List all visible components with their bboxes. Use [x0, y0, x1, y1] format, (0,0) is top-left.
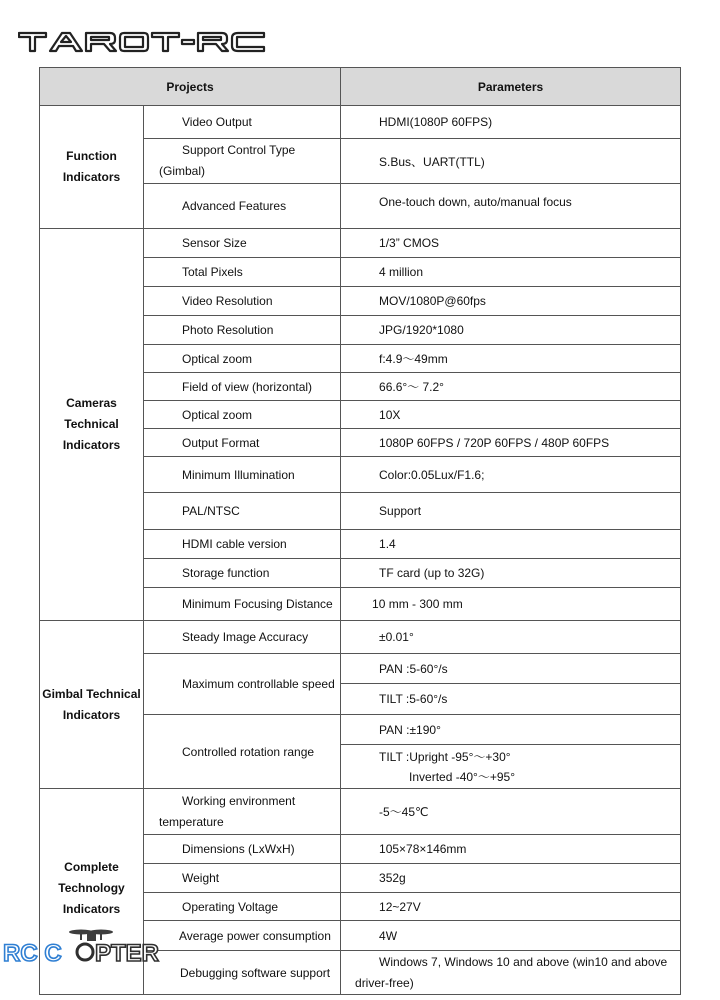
value-optical-zoom: 10X [341, 401, 681, 429]
value-advanced-features: One-touch down, auto/manual focus [341, 184, 681, 229]
table-row [40, 106, 681, 139]
rc-copter-watermark-graphic [3, 922, 179, 966]
value-minimum-illumination: Color:0.05Lux/F1.6; [341, 457, 681, 493]
table-row [40, 621, 681, 654]
value-hdmi-cable-version: 1.4 [341, 530, 681, 559]
item-steady-image-accuracy: Steady Image Accuracy [144, 621, 341, 654]
value-working-temperature: -5～45℃ [341, 789, 681, 835]
group-name-line: Indicators [62, 438, 121, 452]
value-pal-ntsc: Support [341, 493, 681, 530]
item-field-of-view: Field of view (horizontal) [144, 373, 341, 401]
item-video-resolution: Video Resolution [144, 287, 341, 316]
value-line: TILT :Upright -95°～+30° [379, 749, 511, 764]
value-debugging-software [341, 951, 681, 995]
value-operating-voltage: 12~27V [341, 893, 681, 921]
item-debugging-software: Debugging software support [144, 951, 341, 995]
item-line: temperature [159, 814, 224, 829]
value-optical-zoom-focal: f:4.9～49mm [341, 345, 681, 373]
value-speed-tilt: TILT :5-60°/s [341, 684, 681, 715]
table-row [40, 789, 681, 835]
group-cameras [40, 229, 144, 621]
item-advanced-features: Advanced Features [144, 184, 341, 229]
item-line: Support Control Type [182, 143, 296, 157]
group-name-line: Technology [58, 881, 125, 895]
value-dimensions: 105×78×146mm [341, 835, 681, 864]
value-output-format: 1080P 60FPS / 720P 60FPS / 480P 60FPS [341, 429, 681, 457]
watermark-o-ring [77, 944, 93, 960]
value-average-power: 4W [341, 921, 681, 951]
value-line: Windows 7, Windows 10 and above (win10 and above [379, 954, 668, 969]
watermark-text-left: RC C [3, 940, 62, 966]
rc-copter-watermark [3, 922, 179, 966]
item-hdmi-cable-version: HDMI cable version [144, 530, 341, 559]
header-row [40, 68, 681, 106]
item-maximum-controllable-speed: Maximum controllable speed [144, 654, 341, 715]
value-rotation-tilt [341, 745, 681, 789]
header-projects: Projects [40, 68, 341, 106]
item-pal-ntsc: PAL/NTSC [144, 493, 341, 530]
item-weight: Weight [144, 864, 341, 893]
value-speed-pan: PAN :5-60°/s [341, 654, 681, 684]
item-optical-zoom: Optical zoom [144, 401, 341, 429]
item-output-format: Output Format [144, 429, 341, 457]
item-minimum-focusing-distance: Minimum Focusing Distance [144, 588, 341, 621]
value-line: Inverted -40°～+95° [409, 769, 516, 784]
group-name-line: Indicators [62, 170, 121, 184]
group-name-line: Technical [64, 417, 119, 431]
item-video-output: Video Output [144, 106, 341, 139]
tarot-rc-logo-mark [18, 30, 268, 54]
watermark-text-right: PTER [95, 940, 160, 966]
item-dimensions: Dimensions (LxWxH) [144, 835, 341, 864]
value-weight: 352g [341, 864, 681, 893]
value-support-control-type: S.Bus、UART(TTL) [341, 139, 681, 184]
value-rotation-pan: PAN :±190° [341, 715, 681, 745]
value-photo-resolution: JPG/1920*1080 [341, 316, 681, 345]
value-video-output: HDMI(1080P 60FPS) [341, 106, 681, 139]
group-name-line: Indicators [62, 902, 121, 916]
value-video-resolution: MOV/1080P@60fps [341, 287, 681, 316]
item-support-control-type [144, 139, 341, 184]
item-controlled-rotation-range: Controlled rotation range [144, 715, 341, 789]
group-name-line: Function [66, 149, 117, 163]
item-photo-resolution: Photo Resolution [144, 316, 341, 345]
value-total-pixels: 4 million [341, 258, 681, 287]
table-row [40, 229, 681, 258]
item-operating-voltage: Operating Voltage [144, 893, 341, 921]
value-minimum-focusing-distance: 10 mm - 300 mm [341, 588, 681, 621]
group-function [40, 106, 144, 229]
item-optical-zoom-focal: Optical zoom [144, 345, 341, 373]
brand-logo [18, 30, 268, 54]
value-steady-image-accuracy: ±0.01° [341, 621, 681, 654]
group-name-line: Indicators [62, 707, 121, 722]
group-name-line: Complete [64, 860, 119, 874]
spec-table [39, 67, 681, 995]
item-working-temperature [144, 789, 341, 835]
header-parameters: Parameters [341, 68, 681, 106]
group-name-line: Gimbal Technical [42, 686, 141, 701]
item-average-power: Average power consumption [144, 921, 341, 951]
value-field-of-view: 66.6°～ 7.2° [341, 373, 681, 401]
item-storage-function: Storage function [144, 559, 341, 588]
value-line: driver-free) [355, 975, 414, 990]
item-line: Working environment [182, 793, 296, 808]
group-gimbal [40, 621, 144, 789]
item-line: (Gimbal) [159, 164, 206, 178]
item-minimum-illumination: Minimum Illumination [144, 457, 341, 493]
item-sensor-size: Sensor Size [144, 229, 341, 258]
value-sensor-size: 1/3” CMOS [341, 229, 681, 258]
value-storage-function: TF card (up to 32G) [341, 559, 681, 588]
item-total-pixels: Total Pixels [144, 258, 341, 287]
group-name-line: Cameras [66, 396, 117, 410]
